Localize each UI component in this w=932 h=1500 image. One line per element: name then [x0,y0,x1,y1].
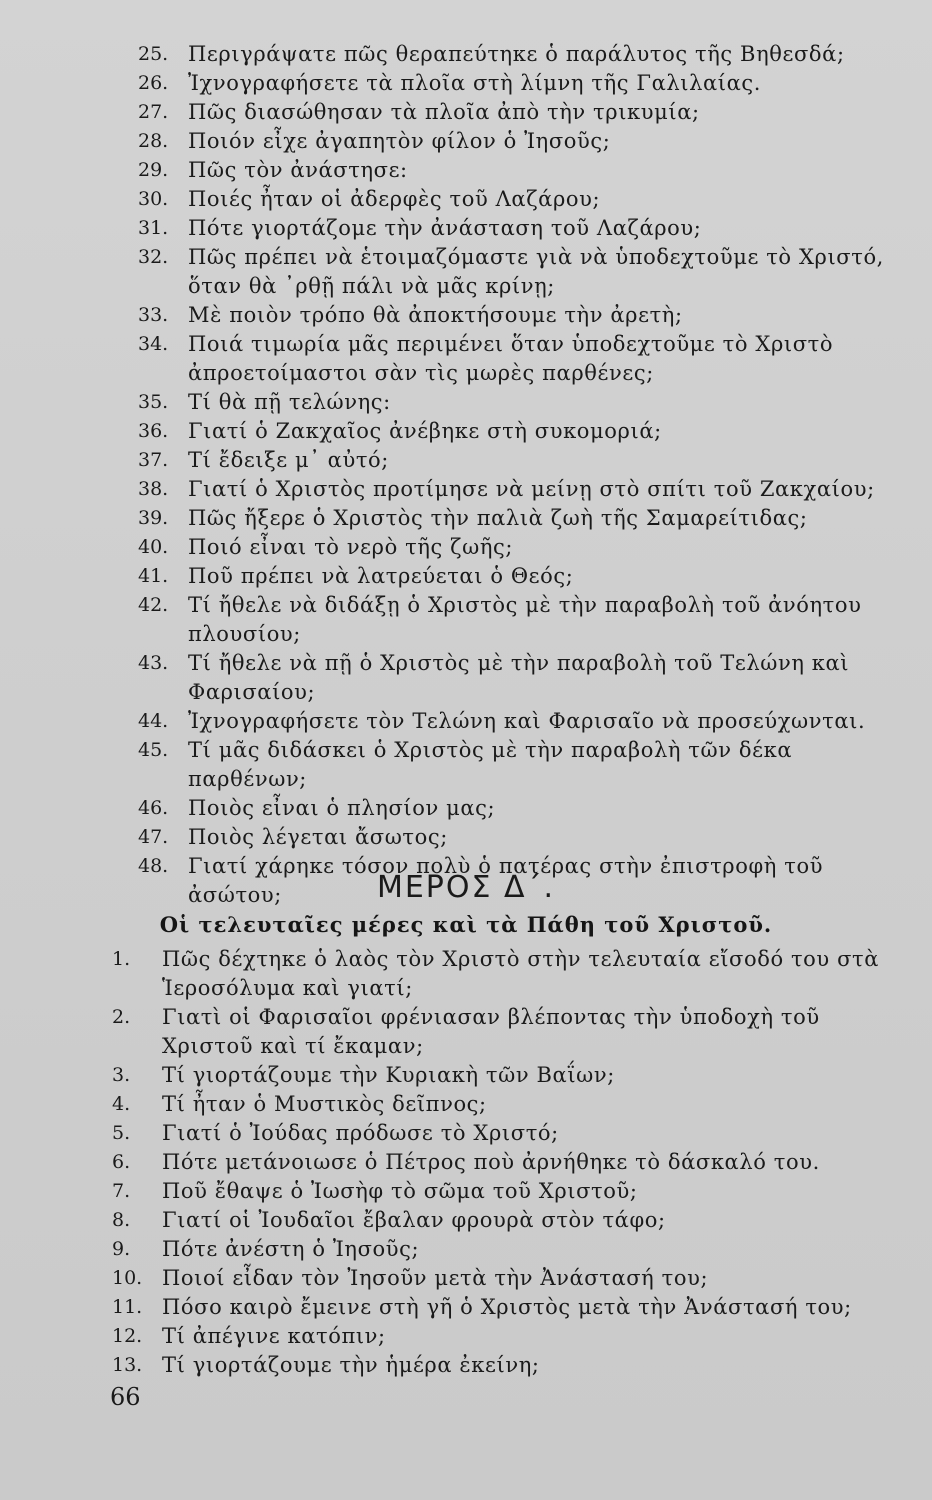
question-text: Πότε ἀνέστη ὁ Ἰησοῦς; [162,1237,420,1261]
section-subtitle: Οἱ τελευταῖες μέρες καὶ τὰ Πάθη τοῦ Χριστοῦ. [159,912,773,937]
question-text: Πῶς πρέπει νὰ ἑτοιμαζόμαστε γιὰ νὰ ὑποδεχτοῦμε τὸ Χριστό, ὅταν θὰ ᾽ρθῇ πάλι νὰ μᾶς κρίνῃ; [188,245,884,298]
question-text: Ἰχνογραφήσετε τὸν Τελώνη καὶ Φαρισαῖο νὰ προσεύχωνται. [188,709,866,733]
question-text: Ποιὸς λέγεται ἄσωτος; [188,825,448,849]
question-number: 27. [138,101,169,123]
question-number: 11. [112,1296,143,1318]
question-number: 2. [112,1006,131,1028]
question-item [0,1351,932,1380]
question-text: Ποῦ πρέπει νὰ λατρεύεται ὁ Θεός; [188,564,574,588]
question-text: Τί ἔδειξε μ᾽ αὐτό; [188,448,389,472]
question-text: Πότε μετάνοιωσε ὁ Πέτρος ποὺ ἀρνήθηκε τὸ δάσκαλό του. [162,1150,820,1174]
question-item [0,1206,932,1235]
question-number: 43. [138,652,169,674]
question-text: Τί ἀπέγινε κατόπιν; [162,1324,386,1348]
question-text: Τί ἦταν ὁ Μυστικὸς δεῖπνος; [162,1092,487,1116]
question-text: Τί ἤθελε νὰ πῇ ὁ Χριστὸς μὲ τὴν παραβολὴ τοῦ Τελώνη καὶ Φαρισαίου; [188,651,850,704]
question-text: Ποιοί εἶδαν τὸν Ἰησοῦν μετὰ τὴν Ἀνάστασή του; [162,1266,709,1290]
page-number: 66 [110,1383,141,1411]
question-number: 13. [112,1354,143,1376]
question-text: Τί μᾶς διδάσκει ὁ Χριστὸς μὲ τὴν παραβολὴ τῶν δέκα παρθένων; [188,738,793,791]
question-number: 33. [138,304,169,326]
question-number: 38. [138,478,169,500]
question-item [0,1119,932,1148]
question-text: Ποιά τιμωρία μᾶς περιμένει ὅταν ὑποδεχτοῦμε τὸ Χριστὸ ἀπροετοίμαστοι σὰν τὶς μωρὲς παρθένες; [188,332,834,385]
question-list-part-c [0,40,932,910]
question-text: Τί θὰ πῇ τελώνης: [188,390,391,414]
question-item [0,1177,932,1206]
question-item [0,156,932,185]
question-item [0,1293,932,1322]
question-item [0,1090,932,1119]
question-number: 37. [138,449,169,471]
question-item [0,388,932,417]
question-text: Ποιό εἶναι τὸ νερὸ τῆς ζωῆς; [188,535,514,559]
question-text: Τί ἤθελε νὰ διδάξῃ ὁ Χριστὸς μὲ τὴν παραβολὴ τοῦ ἀνόητου πλουσίου; [188,593,862,646]
question-number: 28. [138,130,169,152]
question-text: Ποιὸς εἶναι ὁ πλησίον μας; [188,796,496,820]
question-item [0,591,932,649]
question-item [0,504,932,533]
question-text: Γιατί ὁ Ζακχαῖος ἀνέβηκε στὴ συκομοριά; [188,419,662,443]
question-number: 48. [138,855,169,877]
question-item [0,1061,932,1090]
section-title: ΜΕΡΟΣ Δ΄. [376,870,556,905]
question-item [0,736,932,794]
question-item [0,823,932,852]
question-number: 47. [138,826,169,848]
question-text: Γιατὶ οἱ Φαρισαῖοι φρένιασαν βλέποντας τὴν ὑποδοχὴ τοῦ Χριστοῦ καὶ τί ἔκαμαν; [162,1005,820,1058]
question-item [0,1148,932,1177]
question-text: Περιγράψατε πῶς θεραπεύτηκε ὁ παράλυτος τῆς Βηθεσδά; [188,42,845,66]
question-number: 9. [112,1238,131,1260]
question-number: 3. [112,1064,131,1086]
question-text: Ποιόν εἶχε ἀγαπητὸν φίλον ὁ Ἰησοῦς; [188,129,611,153]
question-number: 6. [112,1151,131,1173]
question-item [0,1235,932,1264]
question-number: 5. [112,1122,131,1144]
question-number: 30. [138,188,169,210]
question-number: 36. [138,420,169,442]
question-text: Τί γιορτάζουμε τὴν ἡμέρα ἐκείνη; [162,1353,540,1377]
question-number: 32. [138,246,169,268]
question-item [0,301,932,330]
question-item [0,185,932,214]
question-item [0,69,932,98]
question-number: 31. [138,217,169,239]
question-number: 34. [138,333,169,355]
question-text: Γιατί χάρηκε τόσον πολὺ ὁ πατέρας στὴν ἐπιστροφὴ τοῦ ἀσώτου; [188,854,824,907]
question-number: 41. [138,565,169,587]
question-number: 45. [138,739,169,761]
question-item [0,40,932,69]
question-item [0,127,932,156]
question-text: Πῶς διασώθησαν τὰ πλοῖα ἀπὸ τὴν τρικυμία; [188,100,700,124]
question-number: 35. [138,391,169,413]
question-number: 1. [112,948,131,970]
question-number: 42. [138,594,169,616]
question-number: 26. [138,72,169,94]
question-text: Τί γιορτάζουμε τὴν Κυριακὴ τῶν Βαΐων; [162,1063,615,1087]
question-text: Ἰχνογραφήσετε τὰ πλοῖα στὴ λίμνη τῆς Γαλιλαίας. [188,71,762,95]
question-number: 46. [138,797,169,819]
question-item [0,533,932,562]
question-text: Πῶς δέχτηκε ὁ λαὸς τὸν Χριστὸ στὴν τελευταία εἴσοδό του στὰ Ἱεροσόλυμα καὶ γιατί; [162,947,879,1000]
question-item [0,1322,932,1351]
question-item [0,330,932,388]
question-number: 39. [138,507,169,529]
question-item [0,475,932,504]
question-item [0,707,932,736]
question-item [0,1003,932,1061]
question-text: Πῶς ἤξερε ὁ Χριστὸς τὴν παλιὰ ζωὴ τῆς Σαμαρείτιδας; [188,506,808,530]
question-number: 7. [112,1180,131,1202]
question-item [0,649,932,707]
question-number: 12. [112,1325,143,1347]
question-item [0,98,932,127]
question-text: Γιατί ὁ Χριστὸς προτίμησε νὰ μείνῃ στὸ σπίτι τοῦ Ζακχαίου; [188,477,875,501]
question-number: 4. [112,1093,131,1115]
question-text: Πῶς τὸν ἀνάστησε: [188,158,408,182]
question-item [0,417,932,446]
question-number: 29. [138,159,169,181]
question-item [0,562,932,591]
question-item [0,446,932,475]
question-item [0,794,932,823]
question-item [0,243,932,301]
question-text: Πότε γιορτάζομε τὴν ἀνάσταση τοῦ Λαζάρου; [188,216,702,240]
question-text: Μὲ ποιὸν τρόπο θὰ ἀποκτήσουμε τὴν ἀρετὴ; [188,303,683,327]
question-text: Ποιές ἦταν οἱ ἀδερφὲς τοῦ Λαζάρου; [188,187,601,211]
question-number: 8. [112,1209,131,1231]
question-number: 40. [138,536,169,558]
question-number: 10. [112,1267,143,1289]
question-text: Ποῦ ἔθαψε ὁ Ἰωσὴφ τὸ σῶμα τοῦ Χριστοῦ; [162,1179,638,1203]
question-text: Πόσο καιρὸ ἔμεινε στὴ γῆ ὁ Χριστὸς μετὰ τὴν Ἀνάστασή του; [162,1295,852,1319]
question-number: 44. [138,710,169,732]
question-item [0,1264,932,1293]
question-list-part-d [0,945,932,1380]
question-text: Γιατί οἱ Ἰουδαῖοι ἔβαλαν φρουρὰ στὸν τάφο; [162,1208,666,1232]
question-item [0,945,932,1003]
question-item [0,214,932,243]
question-number: 25. [138,43,169,65]
question-text: Γιατί ὁ Ἰούδας πρόδωσε τὸ Χριστό; [162,1121,559,1145]
